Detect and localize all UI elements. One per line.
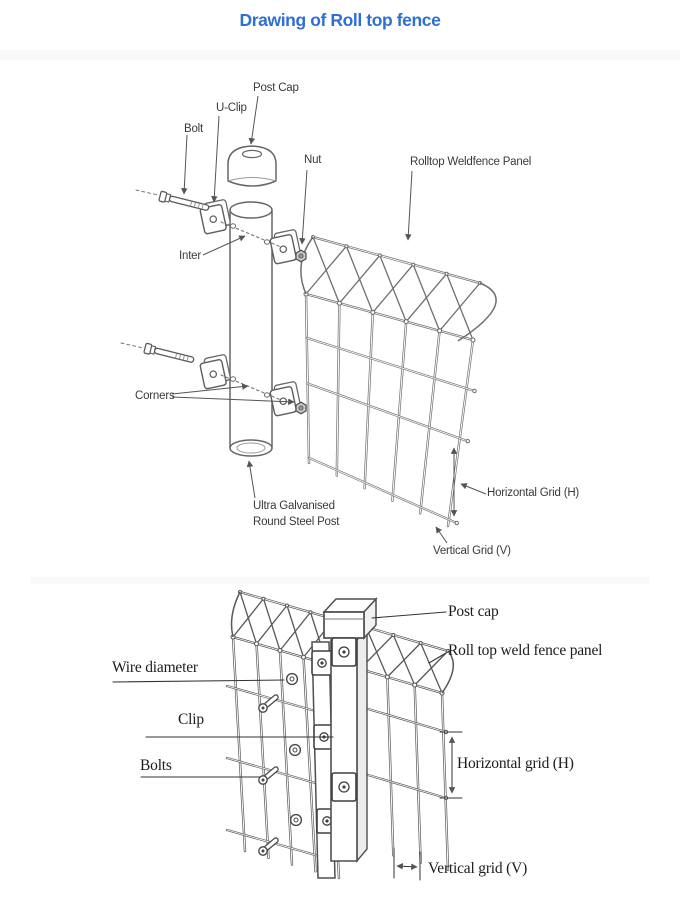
nut-shape	[296, 402, 306, 414]
label-bolt: Bolt	[184, 123, 204, 135]
label-inter: Inter	[179, 250, 202, 262]
label-wire-diameter: Wire diameter	[112, 659, 198, 676]
label-vertical-grid-2: Vertical grid (V)	[428, 860, 528, 877]
label-post-cap-2: Post cap	[448, 603, 499, 620]
label-panel: Rolltop Weldfence Panel	[410, 156, 532, 168]
label-post-cap: Post Cap	[253, 82, 299, 94]
label-panel-2: Roll top weld fence panel	[448, 642, 603, 659]
label-vertical-grid: Vertical Grid (V)	[433, 545, 511, 557]
label-nut: Nut	[304, 154, 322, 166]
label-horizontal-grid-2: Horizontal grid (H)	[457, 755, 574, 772]
bolt-shape	[159, 191, 210, 213]
label-steel-post-line1: Ultra Galvanised	[253, 500, 335, 512]
bolt-shape	[144, 343, 195, 365]
label-u-clip: U-Clip	[216, 102, 247, 114]
scan-noise-band	[30, 577, 650, 584]
page-title: Drawing of Roll top fence	[239, 10, 441, 30]
label-steel-post-line2: Round Steel Post	[253, 516, 340, 528]
label-corners: Corners	[135, 390, 175, 402]
label-clip: Clip	[178, 711, 204, 728]
square-post-shape	[331, 640, 357, 861]
u-clip-shape	[199, 354, 232, 389]
scan-noise-band	[0, 50, 680, 60]
nut-shape	[296, 250, 306, 262]
post-cap-2-shape	[324, 612, 364, 638]
label-horizontal-grid: Horizontal Grid (H)	[487, 487, 580, 499]
rolltop-panel-isometric	[301, 236, 496, 527]
label-bolts: Bolts	[140, 757, 172, 774]
label-steel-post	[253, 498, 339, 530]
